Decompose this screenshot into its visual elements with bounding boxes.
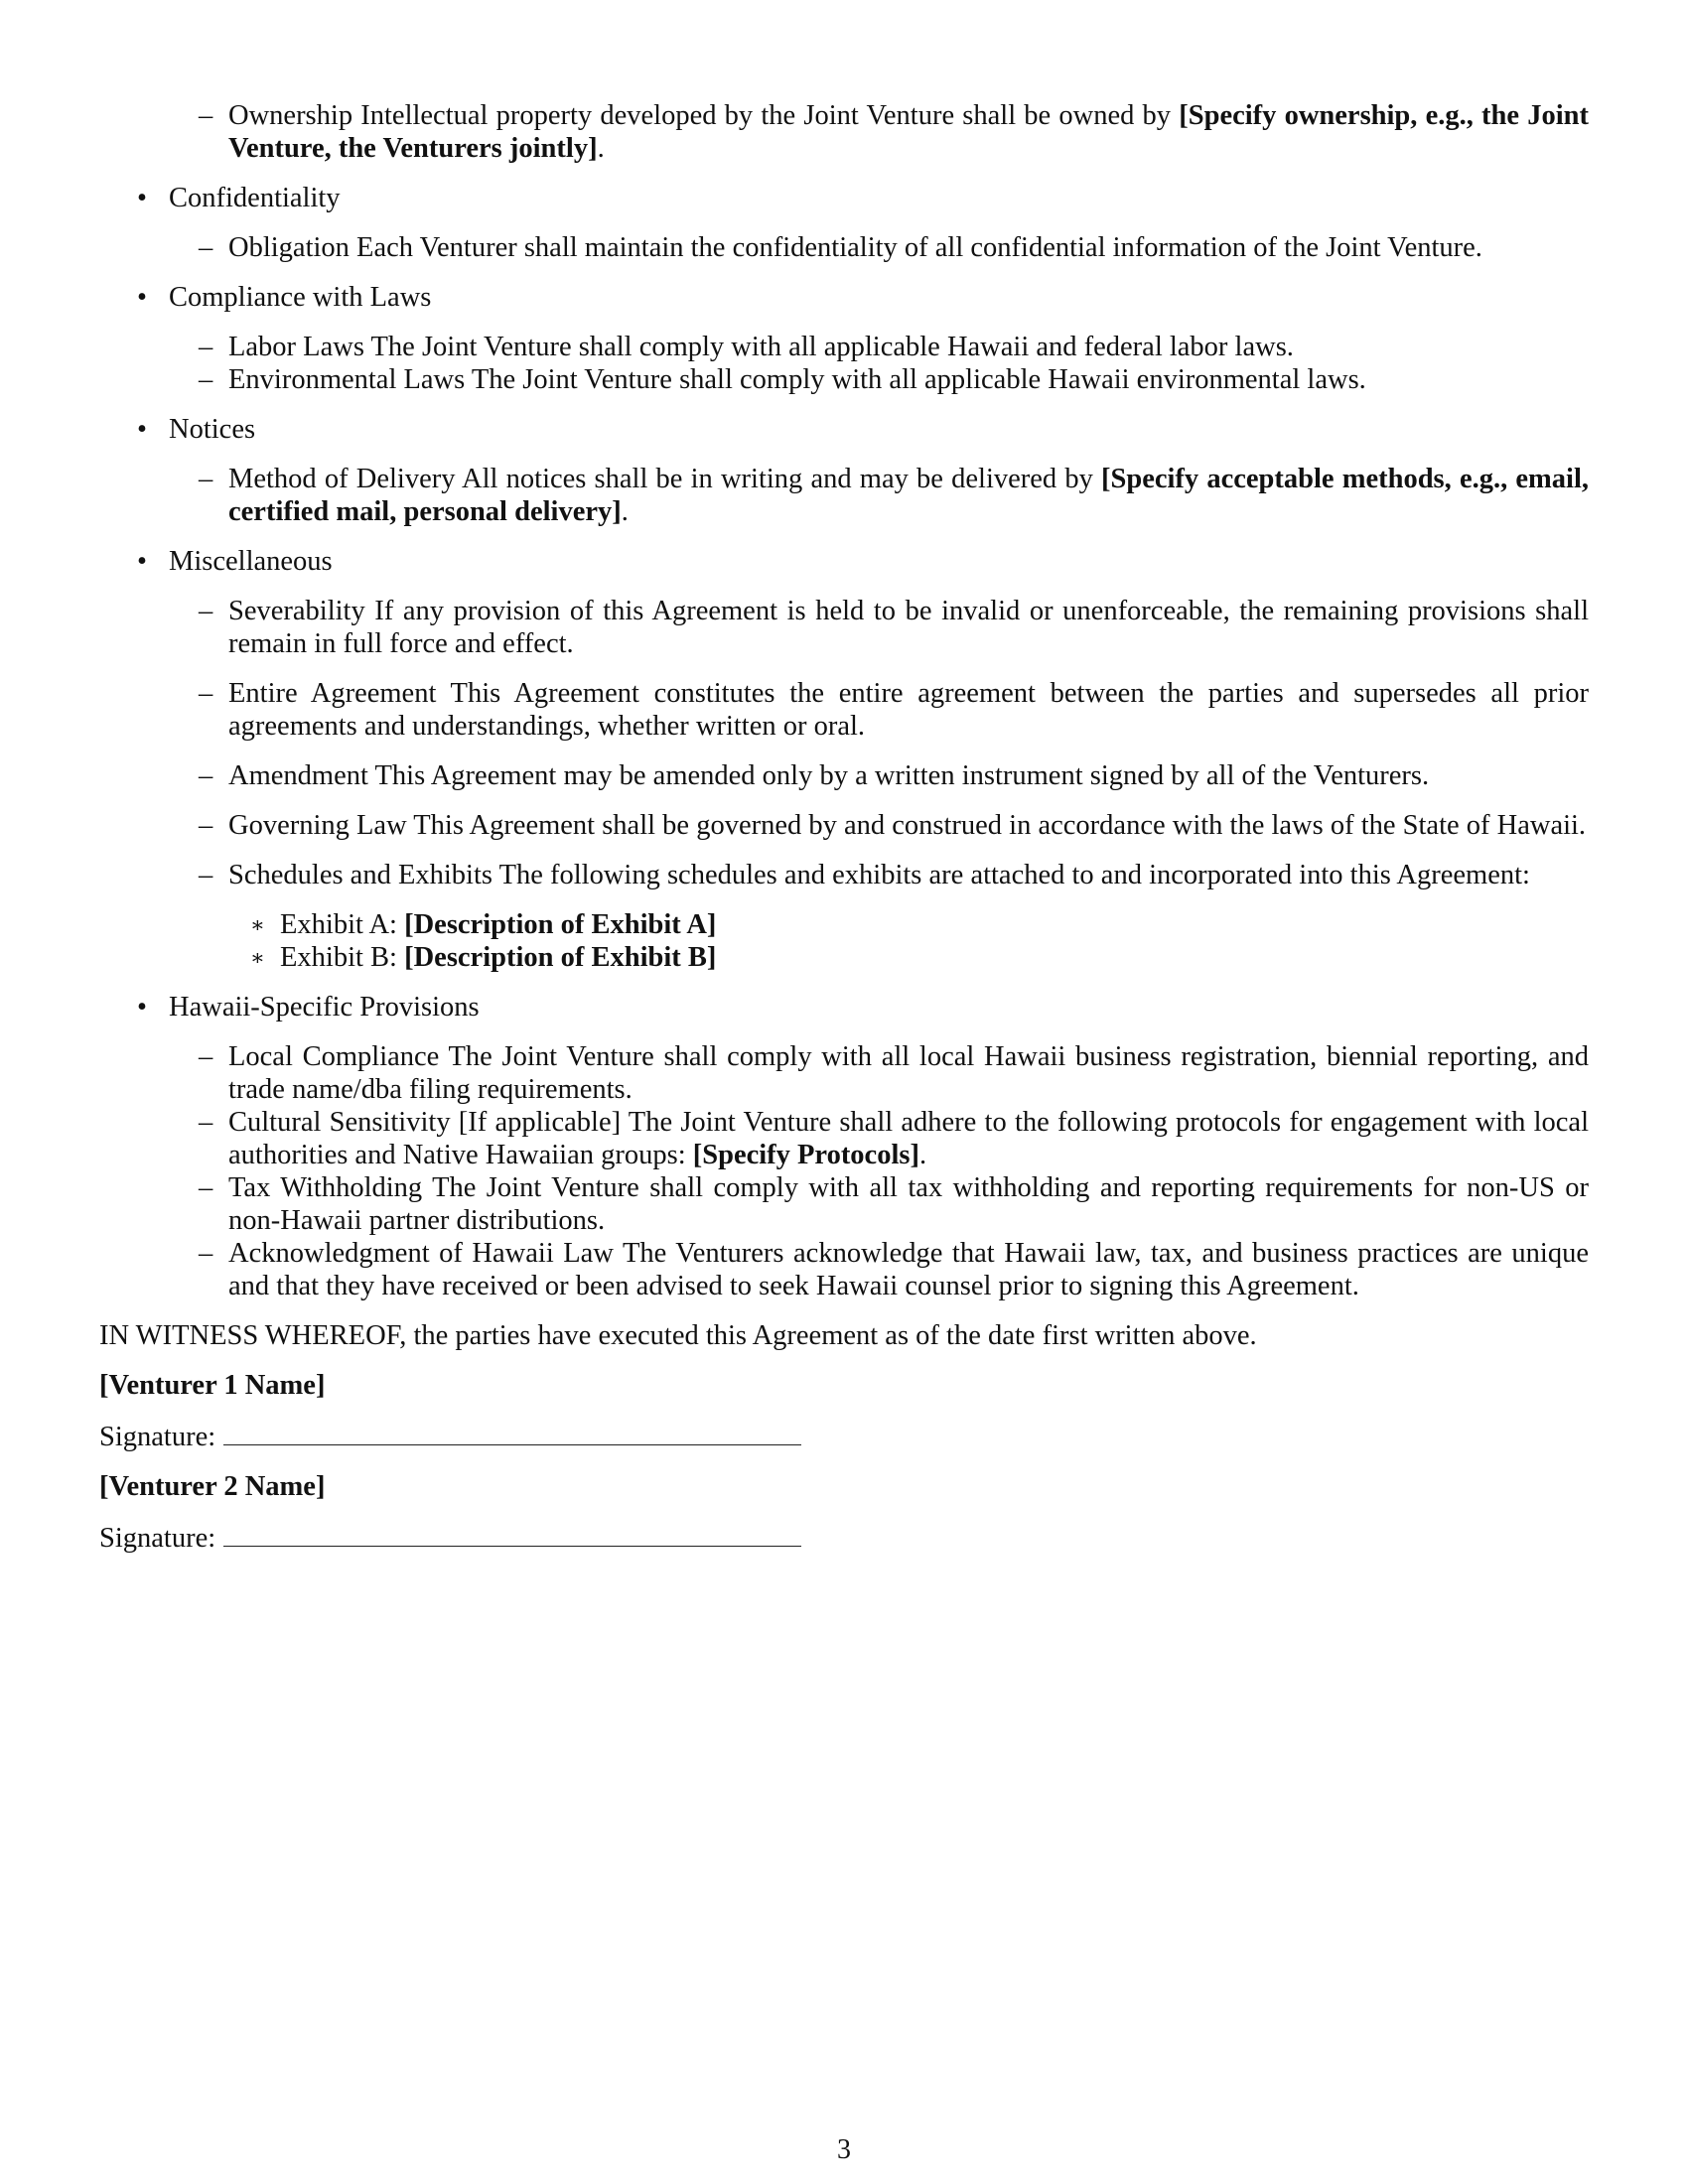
ownership-end: .	[597, 133, 605, 164]
witness-statement: IN WITNESS WHEREOF, the parties have executed this Agreement as of the date first written above.	[99, 1320, 1257, 1351]
dash-marker: –	[199, 100, 213, 131]
exhibit-b-label: Exhibit B:	[280, 942, 405, 973]
section-heading: Confidentiality	[169, 183, 341, 213]
exhibit-a-placeholder: [Description of Exhibit A]	[404, 909, 717, 940]
protocols-placeholder: [Specify Protocols]	[692, 1140, 919, 1170]
signature-line-2[interactable]	[223, 1520, 801, 1547]
amendment-item	[99, 759, 1589, 792]
section-heading: Hawaii-Specific Provisions	[169, 992, 480, 1023]
section-heading: Notices	[169, 414, 256, 445]
dash-marker: –	[199, 760, 213, 791]
dash-marker: –	[199, 860, 213, 890]
bullet-marker: •	[137, 282, 147, 313]
bullet-marker: •	[137, 546, 147, 577]
delivery-item	[99, 463, 1589, 528]
dash-marker: –	[199, 464, 213, 494]
exhibit-a-item	[99, 908, 1589, 941]
dash-marker: –	[199, 364, 213, 395]
dash-marker: –	[199, 1107, 213, 1138]
labor-laws-text: Labor Laws The Joint Venture shall comply with all applicable Hawaii and federal labor laws.	[228, 332, 1294, 362]
dash-marker: –	[199, 1238, 213, 1269]
star-marker: ∗	[250, 912, 265, 937]
obligation-item	[99, 231, 1589, 264]
star-marker: ∗	[250, 945, 265, 970]
bullet-marker: •	[137, 414, 147, 445]
obligation-text: Obligation Each Venturer shall maintain the confidentiality of all confidential information of the Joint Venture.	[228, 232, 1482, 263]
exhibit-b-placeholder: [Description of Exhibit B]	[404, 942, 717, 973]
signature-label: Signature:	[99, 1523, 216, 1554]
bullet-marker: •	[137, 183, 147, 213]
signature-line-1[interactable]	[223, 1419, 801, 1445]
ownership-placeholder: [Specify ownership, e.g., the Joint Venture, the Venturers jointly]	[228, 100, 1589, 164]
local-compliance-item	[99, 1040, 1589, 1106]
severability-text: Severability If any provision of this Agreement is held to be invalid or unenforceable, the remaining provisions shall remain in full force and effect.	[228, 596, 1589, 659]
cultural-end: .	[918, 1140, 927, 1170]
signature-row-2	[99, 1520, 1589, 1555]
ownership-item	[99, 99, 1589, 165]
dash-marker: –	[199, 1041, 213, 1072]
governing-law-text: Governing Law This Agreement shall be governed by and construed in accordance with the laws of the State of Hawaii.	[228, 810, 1587, 841]
dash-marker: –	[199, 810, 213, 841]
exhibit-a-label: Exhibit A:	[280, 909, 405, 940]
dash-marker: –	[199, 232, 213, 263]
entire-agreement-text: Entire Agreement This Agreement constitutes the entire agreement between the parties and supersedes all prior agreements and understandings, whether written or oral.	[228, 678, 1589, 742]
governing-law-item	[99, 809, 1589, 842]
section-hawaii	[99, 991, 1589, 1024]
cultural-sensitivity-item	[99, 1106, 1589, 1171]
signature-row-1	[99, 1419, 1589, 1453]
dash-marker: –	[199, 1172, 213, 1203]
document-page	[99, 0, 1589, 2184]
ownership-body: Intellectual property developed by the Joint Venture shall be owned by	[360, 100, 1180, 131]
amendment-text: Amendment This Agreement may be amended only by a written instrument signed by all of the Venturers.	[228, 760, 1430, 791]
signature-label: Signature:	[99, 1422, 216, 1452]
section-miscellaneous	[99, 545, 1589, 578]
schedules-text: Schedules and Exhibits The following schedules and exhibits are attached to and incorporated into this Agreement:	[228, 860, 1530, 890]
dash-marker: –	[199, 332, 213, 362]
delivery-text: Method of Delivery All notices shall be in writing and may be delivered by	[228, 464, 1102, 494]
tax-withholding-text: Tax Withholding The Joint Venture shall comply with all tax withholding and reporting requirements for non-US or non-Hawaii partner distributions.	[228, 1172, 1589, 1236]
venturer-1-name: [Venturer 1 Name]	[99, 1370, 326, 1401]
section-heading: Miscellaneous	[169, 546, 333, 577]
section-confidentiality	[99, 182, 1589, 214]
exhibit-b-item	[99, 941, 1589, 974]
acknowledgment-text: Acknowledgment of Hawaii Law The Venturers acknowledge that Hawaii law, tax, and business practices are unique and that they have received or been advised to seek Hawaii counsel prior to signing this Agreement.	[228, 1238, 1589, 1301]
ownership-text: Ownership	[228, 100, 353, 131]
delivery-end: .	[621, 496, 629, 527]
section-heading: Compliance with Laws	[169, 282, 432, 313]
section-compliance	[99, 281, 1589, 314]
cultural-sensitivity-text: Cultural Sensitivity [If applicable] The Joint Venture shall adhere to the following protocols for engagement with local authorities and Native Hawaiian groups:	[228, 1107, 1589, 1170]
dash-marker: –	[199, 596, 213, 626]
environmental-laws-item	[99, 363, 1589, 396]
entire-agreement-item	[99, 677, 1589, 743]
labor-laws-item	[99, 331, 1589, 363]
local-compliance-text: Local Compliance The Joint Venture shall comply with all local Hawaii business registration, biennial reporting, and trade name/dba filing requirements.	[228, 1041, 1589, 1105]
acknowledgment-item	[99, 1237, 1589, 1302]
tax-withholding-item	[99, 1171, 1589, 1237]
dash-marker: –	[199, 678, 213, 709]
severability-item	[99, 595, 1589, 660]
schedules-item	[99, 859, 1589, 891]
page-number: 3	[837, 2134, 851, 2165]
bullet-marker: •	[137, 992, 147, 1023]
section-notices	[99, 413, 1589, 446]
venturer-2-name: [Venturer 2 Name]	[99, 1471, 326, 1502]
environmental-laws-text: Environmental Laws The Joint Venture shall comply with all applicable Hawaii environmental laws.	[228, 364, 1366, 395]
delivery-placeholder: [Specify acceptable methods, e.g., email, certified mail, personal delivery]	[228, 464, 1589, 527]
